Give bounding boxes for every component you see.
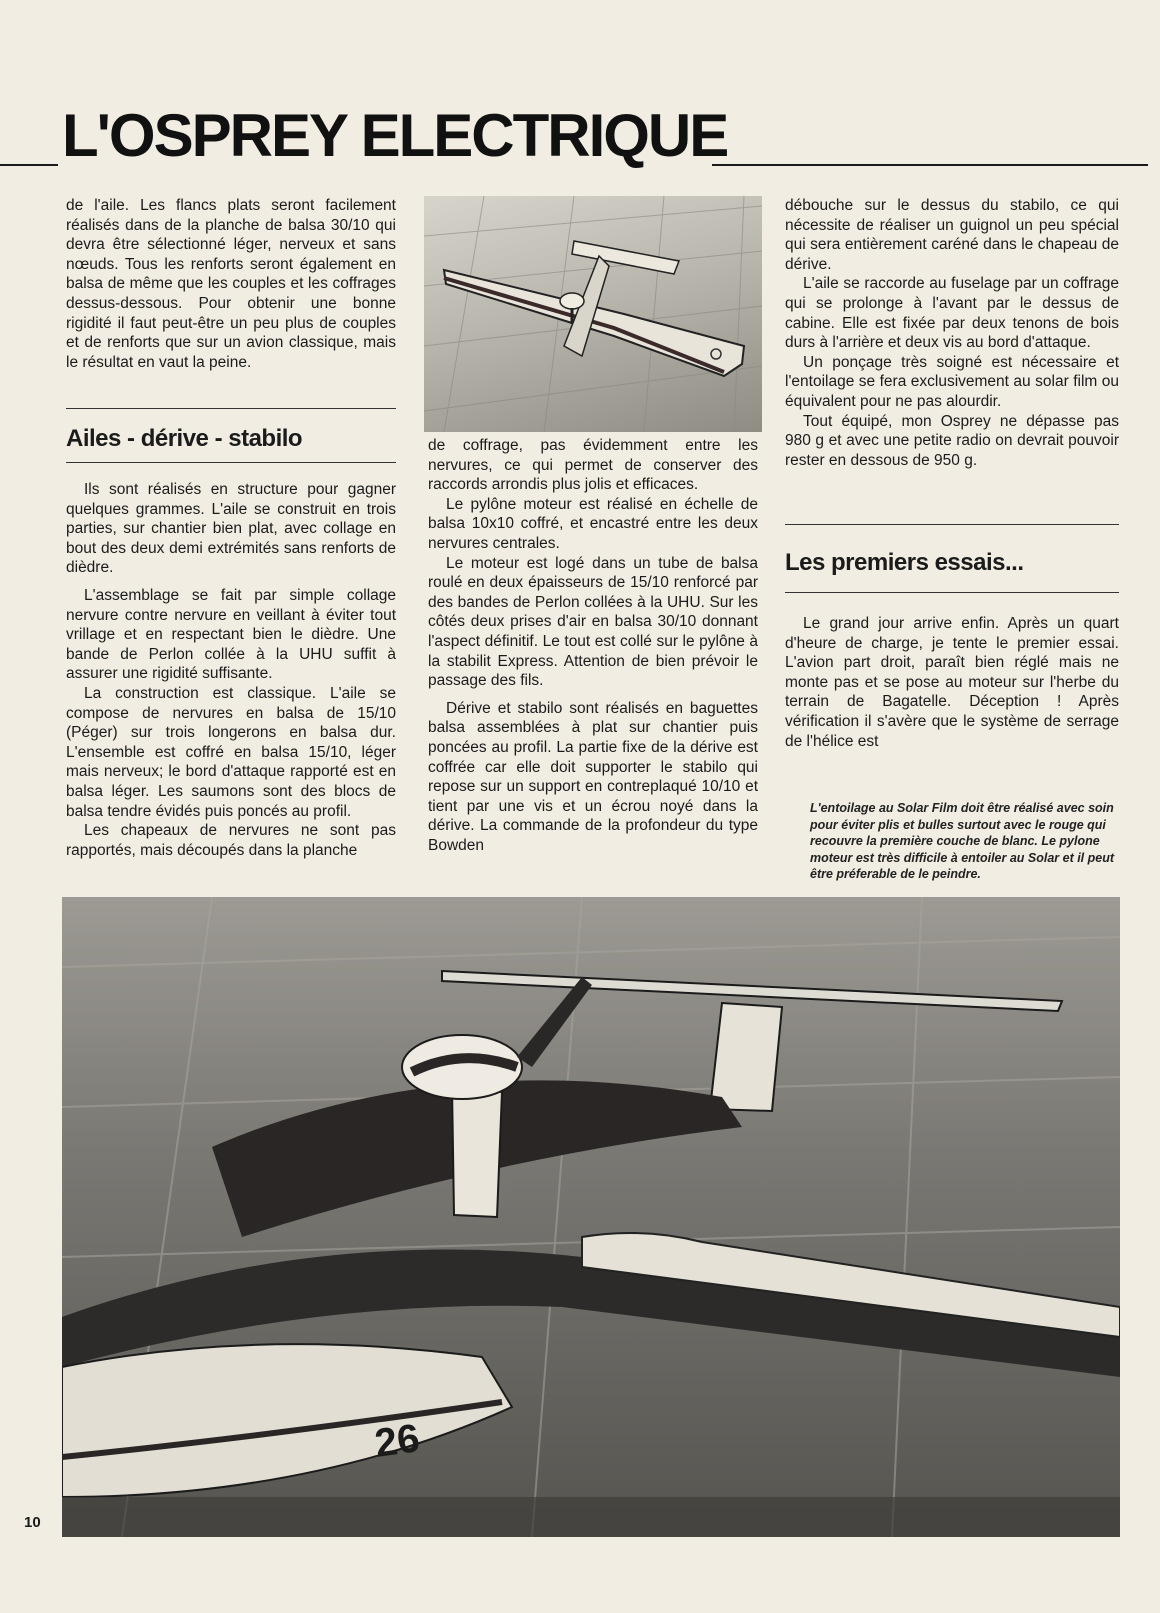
paragraph: La construction est classique. L'aile se compose de nervures en balsa de 15/10 (Péger) sur trois longerons en balsa dur. L'ensemble est coffré en balsa 15/10, léger mais nerveux; le bord d'attaque rapporté est en balsa léger. Les saumons sont des blocs de balsa tendre évidés puis poncés au profil.: [66, 684, 396, 820]
aircraft-number: 26: [372, 1416, 423, 1466]
photo-caption: L'entoilage au Solar Film doit être réalisé avec soin pour éviter plis et bulles surtout avec le rouge qui recouvre la première couche de blanc. Le pylone moteur est très difficile à entoiler au Solar et il peut être préferable de le peindre.: [810, 801, 1115, 881]
page-title: L'OSPREY ELECTRIQUE: [62, 102, 728, 169]
paragraph: Le grand jour arrive enfin. Après un quart d'heure de charge, je tente le premier essai. L'avion part droit, paraît bien réglé mais ne monte pas et se pose au moteur sur l'herbe du terrain de Bagatelle. Déception ! Après vérification il s'avère que le système de serrage de l'hélice est: [785, 615, 1119, 750]
title-rule-right: [712, 164, 1148, 166]
photo-model-closeup: [62, 897, 1120, 1537]
paragraph: de coffrage, pas évidemment entre les nervures, ce qui permet de conserver des raccords arrondis plus jolis et efficaces.: [428, 437, 758, 494]
title-rule-left: [0, 164, 58, 166]
section-rule: [785, 524, 1119, 525]
paragraph: Tout équipé, mon Osprey ne dépasse pas 980 g et avec une petite radio on devrait pouvoir rester en dessous de 950 g.: [785, 412, 1119, 469]
paragraph: L'aile se raccorde au fuselage par un coffrage qui se prolonge à l'avant par le dessus de cabine. Elle est fixée par deux tenons de bois durs à l'arrière et deux vis au bord d'attaque.: [785, 275, 1119, 352]
paragraph: Le moteur est logé dans un tube de balsa roulé en deux épaisseurs de 15/10 renforcé par des bandes de Perlon collées à la UHU. Sur les côtés deux prises d'air en balsa 30/10 donnant l'aspect définitif. Le tout est collé sur le pylône à la stabilit Express. Attention de bien prévoir le passage des fils.: [428, 554, 758, 690]
paragraph: Dérive et stabilo sont réalisés en baguettes balsa assemblées à plat sur chantier puis poncées au profil. La partie fixe de la dérive est coffrée car elle doit supporter le stabilo qui repose sur un support en contreplaqué 10/10 et tient par une vis et un écrou noyé dans la dérive. La commande de la profondeur du type Bowden: [428, 699, 758, 854]
paragraph: Ils sont réalisés en structure pour gagner quelques grammes. L'aile se construit en trois parties, sur chantier bien plat, avec collage en bout des deux demi extrémités sans renforts de dièdre.: [66, 481, 396, 577]
section-heading-ailes: Ailes - dérive - stabilo: [66, 425, 303, 452]
section-heading-essais: Les premiers essais...: [785, 549, 1024, 576]
column-1-intro: [66, 196, 396, 372]
paragraph: de l'aile. Les flancs plats seront facilement réalisés dans de la planche de balsa 30/10 qui devra être sélectionné léger, nerveux et sans nœuds. Tous les renforts seront également en balsa de même que les couples et les coffrages dessus-dessous. Pour obtenir une bonne rigidité il faut peut-être un peu plus de couples et de renforts que sur un avion classique, mais le résultat en vaut la peine.: [66, 197, 396, 371]
column-1-section: [66, 480, 396, 860]
paragraph: L'assemblage se fait par simple collage nervure contre nervure en veillant à éviter tout vrillage et en respectant bien le dièdre. Une bande de Perlon collée à la UHU suffit à assurer une rigidité suffisante.: [66, 586, 396, 683]
section-rule: [785, 592, 1119, 593]
column-3-section: [785, 614, 1119, 751]
paragraph: Les chapeaux de nervures ne sont pas rapportés, mais découpés dans la planche: [66, 822, 396, 859]
column-3-top: [785, 196, 1119, 470]
paragraph: débouche sur le dessus du stabilo, ce qui nécessite de réaliser un guignol un peu spécial qui sera entièrement caréné dans le chapeau de dérive.: [785, 197, 1119, 273]
photo-model-on-tiles: [424, 196, 762, 432]
section-rule: [66, 462, 396, 463]
paragraph: Le pylône moteur est réalisé en échelle de balsa 10x10 coffré, et encastré entre les deux nervures centrales.: [428, 495, 758, 552]
section-rule: [66, 408, 396, 409]
column-2: [428, 436, 758, 855]
paragraph: Un ponçage très soigné est nécessaire et l'entoilage se fera exclusivement au solar film ou équivalent pour ne pas alourdir.: [785, 353, 1119, 410]
page-number: 10: [24, 1514, 41, 1531]
